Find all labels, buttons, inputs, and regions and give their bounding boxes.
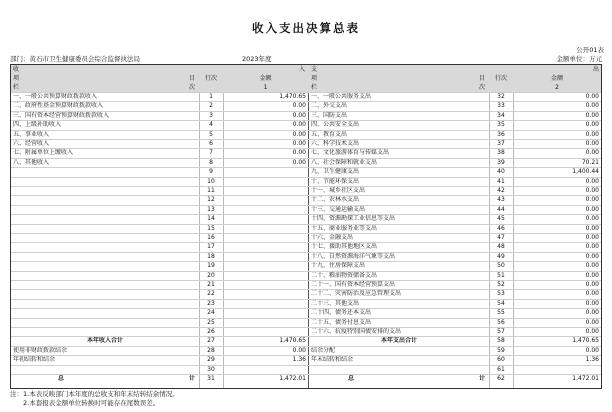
table-row (11, 92, 601, 101)
income-item (13, 187, 198, 195)
income-amount: 1,470.65 (279, 93, 306, 100)
table-row (11, 158, 601, 167)
expense-row-no: 33 (497, 102, 505, 110)
income-item: 本年收入合计 (86, 337, 123, 345)
income-row-no: 19 (207, 262, 215, 270)
expense-row-no: 45 (497, 215, 505, 223)
table-row (11, 280, 601, 289)
income-item (13, 253, 198, 261)
expense-amount: 0.00 (585, 346, 599, 354)
expense-row-no: 37 (497, 140, 505, 147)
income-amount (223, 215, 308, 223)
expense-row-no: 39 (497, 158, 505, 166)
table-row (11, 111, 601, 120)
income-item (13, 300, 198, 308)
income-amount (223, 187, 308, 195)
income-amount (223, 234, 308, 242)
expense-row-no: 43 (497, 196, 505, 204)
expense-amount: 0.00 (585, 309, 599, 317)
expense-item: 二十三、其他支出 (311, 299, 360, 307)
table-row (11, 374, 601, 383)
income-item (13, 196, 198, 204)
table-row (11, 177, 601, 186)
expense-row-no: 32 (497, 93, 505, 100)
expense-item: 四、公共安全支出 (311, 121, 360, 129)
income-row-no: 13 (207, 205, 215, 213)
income-item (13, 290, 198, 298)
expense-amount: 0.00 (585, 318, 599, 326)
expense-item: 十三、交通运输支出 (311, 205, 366, 213)
expense-amount: 0.00 (585, 271, 599, 279)
expense-row-no: 38 (497, 149, 505, 157)
expense-row-no: 61 (497, 365, 505, 373)
expense-amount: 0.00 (585, 205, 599, 213)
income-row-no: 27 (207, 337, 215, 345)
income-amount: 0.00 (292, 121, 306, 129)
income-row-no: 22 (207, 290, 215, 298)
income-item: 六、经营收入 (13, 140, 50, 147)
department-label: 部门：黄石市卫生健康委员会综合监督执法局 (10, 55, 140, 63)
table-row (11, 271, 601, 280)
income-item: 一、一般公共预算财政拨款收入 (13, 93, 98, 100)
income-header: 收 (13, 66, 20, 73)
income-item: 七、附属单位上缴收入 (13, 149, 74, 157)
footnotes (10, 390, 602, 408)
expense-amount: 1.36 (585, 356, 599, 364)
income-amount (223, 272, 308, 280)
expense-item: 二十五、债务付息支出 (311, 318, 372, 326)
income-row-no: 6 (209, 140, 213, 147)
income-item (13, 281, 198, 289)
expense-item: 一、一般公共服务支出 (311, 93, 372, 100)
table-row (11, 336, 601, 345)
income-amount (223, 290, 308, 298)
total-label: 总 (347, 375, 354, 382)
income-row-no: 2 (209, 102, 213, 110)
income-item (13, 319, 198, 327)
income-amount (223, 206, 308, 214)
total-label: 总 (57, 375, 64, 382)
expense-amount: 1,400.44 (572, 168, 599, 176)
budget-table (10, 64, 602, 389)
expense-row-no: 42 (497, 187, 505, 194)
income-row-no: 1 (209, 93, 213, 100)
income-row-no: 26 (207, 328, 215, 335)
total-label-right: 计 (479, 375, 486, 382)
expense-row-no: 50 (497, 262, 505, 270)
expense-item: 十七、援助其他地区支出 (311, 243, 378, 251)
table-row (11, 130, 601, 139)
income-item (13, 168, 198, 176)
table-row (11, 148, 601, 157)
expense-header-right: 出 (593, 66, 600, 73)
income-item (13, 272, 198, 280)
expense-row-no: 44 (497, 205, 505, 213)
income-row-no: 16 (207, 234, 215, 241)
expense-amount: 0.00 (585, 262, 599, 270)
table-row (11, 186, 601, 195)
income-item (13, 234, 198, 242)
income-amount: 1,470.65 (279, 337, 306, 345)
expense-amount: 0.00 (585, 102, 599, 110)
income-row-no: 9 (209, 168, 213, 176)
income-amount: 0.00 (292, 102, 306, 110)
expense-row-no: 51 (497, 271, 505, 279)
table-row (11, 261, 601, 270)
income-row-no: 5 (209, 130, 213, 138)
expense-item: 十四、资源勘探工业信息等支出 (311, 215, 396, 223)
expense-row-no: 36 (497, 130, 505, 138)
table-row (11, 101, 601, 110)
header-row (11, 65, 601, 74)
income-amount (223, 168, 308, 176)
expense-amount: 0.00 (585, 281, 599, 288)
expense-row-no: 49 (497, 252, 505, 260)
expense-item: 十二、农林水支出 (311, 196, 360, 204)
expense-row-no: 35 (497, 121, 505, 129)
expense-item: 十八、自然资源海洋气象等支出 (311, 252, 396, 260)
footnote: 注：1.本表反映部门本年度的总收支和年末结转结余情况。 (10, 390, 179, 398)
income-amount (223, 281, 308, 289)
expense-amount: 0.00 (585, 93, 599, 100)
expense-amount: 0.00 (585, 243, 599, 251)
report-title: 收入支出决算总表 (252, 21, 360, 35)
expense-row-no: 34 (497, 111, 505, 119)
income-item (13, 206, 198, 214)
expense-row-no: 52 (497, 281, 505, 288)
expense-amount: 0.00 (585, 140, 599, 147)
table-row (11, 289, 601, 298)
income-row-no: 7 (209, 149, 213, 157)
table-row (11, 195, 601, 204)
expense-item: 六、科学技术支出 (311, 140, 360, 147)
table-row (11, 205, 601, 214)
income-row-no: 25 (207, 318, 215, 326)
row-no-header: 行次 (204, 75, 217, 82)
income-row-no: 15 (207, 224, 215, 232)
item-header-right: 目 (479, 75, 486, 82)
expense-amount: 0.00 (585, 299, 599, 307)
header-row (11, 83, 601, 92)
expense-amount: 0.00 (585, 234, 599, 241)
income-amount (223, 178, 308, 186)
expense-row-no: 57 (497, 328, 505, 335)
income-amount: 1,472.01 (279, 375, 306, 382)
footnote: 2.本套报表金额单位转换时可能存在尾数误差。 (10, 399, 160, 407)
expense-amount: 0.00 (585, 224, 599, 232)
expense-item: 八、社会保障和就业支出 (311, 158, 378, 166)
item-header-right: 目 (189, 75, 196, 82)
income-row-no: 29 (207, 356, 215, 364)
income-item: 五、事业收入 (13, 130, 50, 138)
income-amount: 0.00 (292, 111, 306, 119)
income-row-no: 10 (207, 177, 215, 185)
expense-row-no: 58 (497, 337, 505, 345)
expense-row-no: 41 (497, 177, 505, 185)
expense-item: 年末结转和结余 (311, 356, 354, 364)
expense-row-no: 46 (497, 224, 505, 232)
table-row (11, 120, 601, 129)
income-row-no: 30 (207, 365, 215, 373)
expense-item: 十五、商业服务业等支出 (311, 224, 378, 232)
income-amount: 0.00 (292, 158, 306, 166)
col-name-header: 栏 (311, 84, 318, 91)
table-row (11, 233, 601, 242)
expense-row-no: 62 (497, 375, 505, 382)
income-item (13, 178, 198, 186)
expense-row-no: 54 (497, 299, 505, 307)
expense-row-no: 48 (497, 243, 505, 251)
expense-amount: 70.21 (581, 158, 599, 166)
expense-row-no: 59 (497, 346, 505, 354)
expense-item: 十、节能环保支出 (311, 177, 360, 185)
expense-amount: 0.00 (585, 177, 599, 185)
expense-item: 十九、住房保障支出 (311, 262, 366, 270)
expense-item: 二十、粮油物资储备支出 (311, 271, 378, 279)
expense-amount: 1,472.01 (572, 375, 599, 382)
income-item: 八、其他收入 (13, 158, 50, 166)
form-number: 公开01表 (576, 46, 604, 54)
table-row (11, 252, 601, 261)
expense-item: 十六、金融支出 (311, 234, 354, 241)
table-row (11, 327, 601, 336)
expense-amount: 0.00 (585, 252, 599, 260)
table-row (11, 308, 601, 317)
table-row (11, 346, 601, 355)
expense-amount: 0.00 (585, 121, 599, 129)
expense-row-no: 60 (497, 356, 505, 364)
fiscal-year: 2023年度 (242, 55, 272, 63)
expense-item: 二十四、债务还本支出 (311, 309, 372, 317)
expense-item: 三、国防支出 (311, 111, 348, 119)
table-row (11, 299, 601, 308)
col-index: 2 (555, 84, 559, 91)
total-label-right: 计 (189, 375, 196, 382)
expense-item: 本年支出合计 (380, 337, 417, 345)
income-item: 二、政府性基金预算财政拨款收入 (13, 102, 104, 110)
table-row (11, 167, 601, 176)
table-row (11, 242, 601, 251)
income-item (13, 225, 198, 233)
header-row (11, 74, 601, 83)
expense-amount: 0.00 (585, 290, 599, 298)
expense-row-no: 56 (497, 318, 505, 326)
expense-amount: 1,470.65 (572, 337, 599, 345)
income-row-no: 23 (207, 299, 215, 307)
col-name-header-right: 次 (479, 84, 486, 91)
amount-unit: 金额单位：万元 (556, 55, 602, 63)
income-amount: 0.00 (292, 140, 306, 147)
expense-item (311, 366, 488, 374)
expense-header: 支 (311, 66, 318, 73)
expense-amount: 0.00 (585, 111, 599, 119)
table-row (11, 318, 601, 327)
expense-amount: 0.00 (585, 196, 599, 204)
table-row (11, 365, 601, 374)
row-no-header: 行次 (494, 75, 507, 82)
income-amount (223, 328, 308, 336)
expense-row-no: 53 (497, 290, 505, 298)
income-row-no: 24 (207, 309, 215, 317)
income-amount: 1.36 (292, 356, 306, 364)
expense-item: 结余分配 (311, 346, 336, 354)
income-item (13, 243, 198, 251)
expense-amount: 0.00 (585, 187, 599, 194)
col-index: 1 (263, 84, 268, 91)
expense-item: 五、教育支出 (311, 130, 348, 138)
income-row-no: 31 (207, 375, 215, 382)
item-header: 项 (311, 75, 318, 82)
table-row (11, 355, 601, 364)
expense-amount: 0.00 (585, 215, 599, 223)
expense-item: 二、外交支出 (311, 102, 348, 110)
col-name-header-right: 次 (189, 84, 196, 91)
table-row (11, 139, 601, 148)
expense-row-no: 55 (497, 309, 505, 317)
income-header-right: 入 (299, 66, 306, 73)
income-row-no: 28 (207, 346, 215, 354)
col-name-header: 栏 (13, 84, 20, 91)
income-amount (223, 262, 308, 270)
income-item: 使用非财政拨款结余 (13, 346, 68, 354)
income-amount (223, 300, 308, 308)
expense-item: 十一、城乡社区支出 (311, 187, 366, 194)
expense-amount: 0.00 (585, 130, 599, 138)
income-item (13, 366, 198, 374)
income-amount: 0.00 (292, 130, 306, 138)
income-row-no: 12 (207, 196, 215, 204)
table-row (11, 224, 601, 233)
expense-item: 二十二、灾害防治及应急管理支出 (311, 290, 402, 298)
income-row-no: 8 (209, 158, 213, 166)
income-amount (223, 196, 308, 204)
income-item: 四、上级补助收入 (13, 121, 62, 129)
income-amount: 0.00 (292, 149, 306, 157)
income-row-no: 14 (207, 215, 215, 223)
expense-amount: 0.00 (585, 149, 599, 157)
income-item: 年初结转和结余 (13, 356, 56, 364)
income-row-no: 17 (207, 243, 215, 251)
income-amount: 0.00 (292, 346, 306, 354)
income-item (13, 328, 198, 336)
report-meta (10, 54, 602, 63)
income-amount (223, 366, 308, 374)
amount-header: 金额 (259, 75, 272, 82)
income-amount (223, 225, 308, 233)
expense-item: 七、文化旅游体育与传媒支出 (311, 149, 390, 157)
income-amount (223, 309, 308, 317)
income-row-no: 4 (209, 121, 213, 129)
expense-item: 二十一、国有资本经营预算支出 (311, 281, 396, 288)
income-amount (223, 319, 308, 327)
income-item: 三、国有资本经营预算财政拨款收入 (13, 111, 110, 119)
expense-amount (513, 366, 601, 374)
item-header: 项 (13, 75, 20, 82)
income-amount (223, 253, 308, 261)
expense-row-no: 40 (497, 168, 505, 176)
income-row-no: 11 (207, 187, 215, 194)
expense-item: 二十六、抗疫特别国债安排的支出 (311, 328, 402, 335)
expense-amount: 0.00 (585, 328, 599, 335)
income-row-no: 20 (207, 271, 215, 279)
income-item (13, 215, 198, 223)
amount-header: 金额 (550, 75, 563, 82)
income-amount (223, 243, 308, 251)
income-row-no: 18 (207, 252, 215, 260)
table-row (11, 214, 601, 223)
income-item (13, 262, 198, 270)
expense-item: 九、卫生健康支出 (311, 168, 360, 176)
income-row-no: 21 (207, 281, 215, 288)
expense-row-no: 47 (497, 234, 505, 241)
income-row-no: 3 (209, 111, 213, 119)
income-item (13, 309, 198, 317)
